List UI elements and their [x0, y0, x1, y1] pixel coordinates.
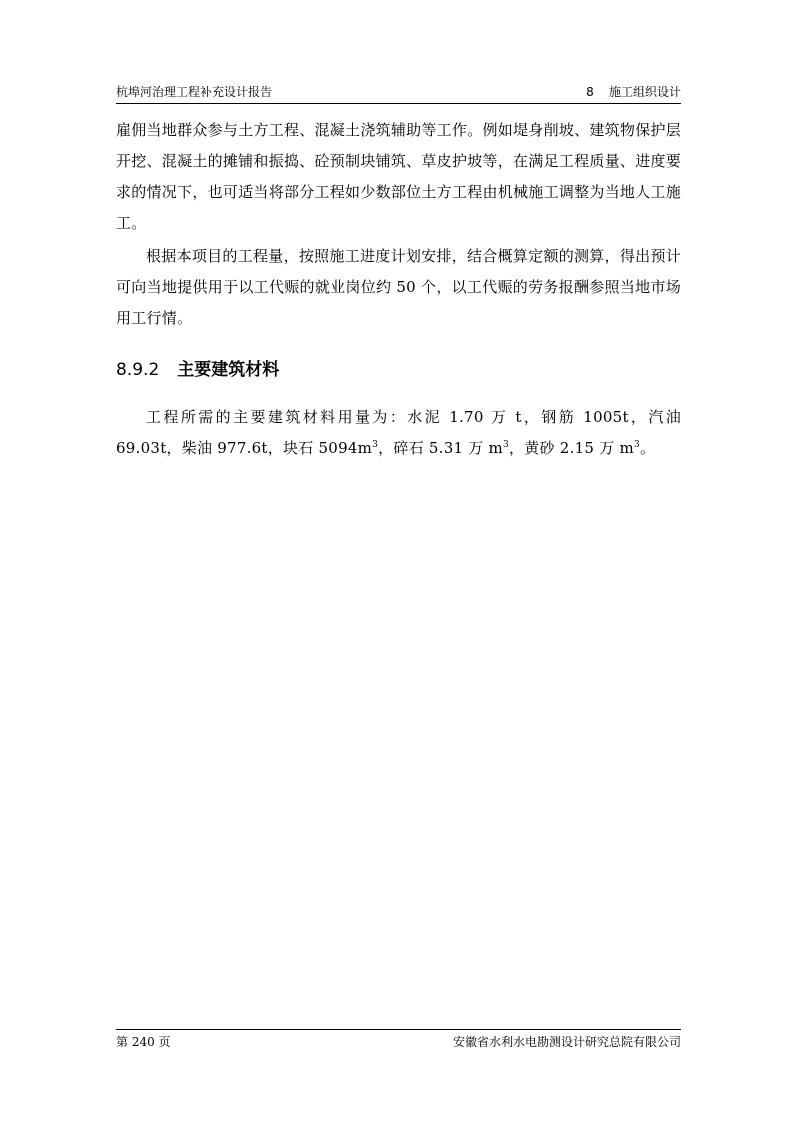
- header-report-title: 杭埠河治理工程补充设计报告: [116, 85, 273, 99]
- paragraph-work-relief-tasks: 雇佣当地群众参与土方工程、混凝土浇筑辅助等工作。例如堤身削坡、建筑物保护层开挖、混凝土的摊铺和振捣、砼预制块铺筑、草皮护坡等，在满足工程质量、进度要求的情况下，也可适当将部分工程如少数部位土方工程由机械施工调整为当地人工施工。: [116, 121, 681, 232]
- page-number: 第 240 页: [116, 1035, 171, 1049]
- section-heading: [116, 358, 279, 382]
- page-footer: [116, 1032, 681, 1052]
- footer-organization: 安徽省水利水电勘测设计研究总院有限公司: [452, 1035, 681, 1049]
- paragraph-material-quantities: 工程所需的主要建筑材料用量为：水泥 1.70 万 t，钢筋 1005t，汽油 69.03t，柴油 977.6t，块石 $5094m^3$，碎石 5.31 万 $m^3$，黄砂 2.15 万 $m^3$。: [116, 408, 681, 457]
- section-number: 8.9.2: [116, 360, 160, 380]
- header-divider: [116, 103, 681, 104]
- header-chapter-title: 8 施工组织设计: [586, 85, 681, 99]
- section-title-text: 主要建筑材料: [177, 360, 280, 380]
- footer-divider: [116, 1029, 681, 1030]
- paragraph-employment-positions: 根据本项目的工程量，按照施工进度计划安排，结合概算定额的测算，得出预计可向当地提供用于以工代赈的就业岗位约 50 个，以工代赈的劳务报酬参照当地市场用工行情。: [116, 247, 681, 327]
- page-header: [116, 82, 681, 102]
